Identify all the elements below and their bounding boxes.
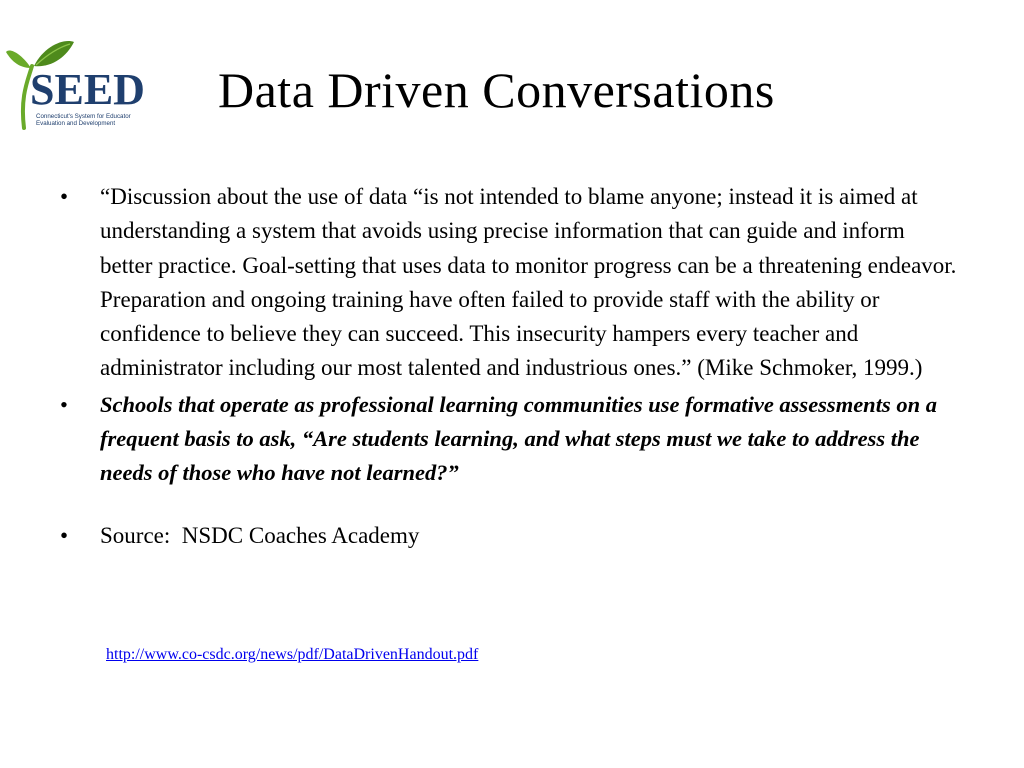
bullet-item-quote xyxy=(58,180,958,386)
source-link[interactable]: http://www.co-csdc.org/news/pdf/DataDrivenHandout.pdf xyxy=(106,646,479,663)
bullet-marker: • xyxy=(60,522,69,548)
left-leaf-shape xyxy=(6,51,31,68)
bullet-marker: • xyxy=(60,184,69,209)
logo-tagline-line2: Evaluation and Development xyxy=(36,120,116,127)
bullet-text: “Discussion about the use of data “is not intended to blame anyone; instead it is aimed at understanding a system that avoids using precise information that can guide and inform better practice. Goal-setting that uses data to monitor progress can be a threatening endeavor. Preparation and ongoing training have often failed to provide staff with the ability or confidence to believe they can succeed. This insecurity hampers every teacher and administrator including our most talented and industrious ones.” (Mike Schmoker, 1999.) xyxy=(100,184,957,381)
bullet-item-plc xyxy=(58,388,958,491)
bullet-marker: • xyxy=(60,391,68,417)
bullet-text: Schools that operate as professional learning communities use formative assessments on a frequent basis to ask, “Are students learning, and what steps must we take to address the needs of those who have not learned?” xyxy=(100,391,937,486)
bullet-text: Source: NSDC Coaches Academy xyxy=(100,522,420,548)
bullet-item-source xyxy=(58,519,958,553)
logo-wordmark: SEED xyxy=(30,65,145,114)
bullet-list xyxy=(58,180,958,553)
logo-tagline-line1: Connecticut's System for Educator xyxy=(36,113,131,120)
slide-title: Data Driven Conversations xyxy=(218,62,775,118)
seed-logo xyxy=(6,36,156,132)
